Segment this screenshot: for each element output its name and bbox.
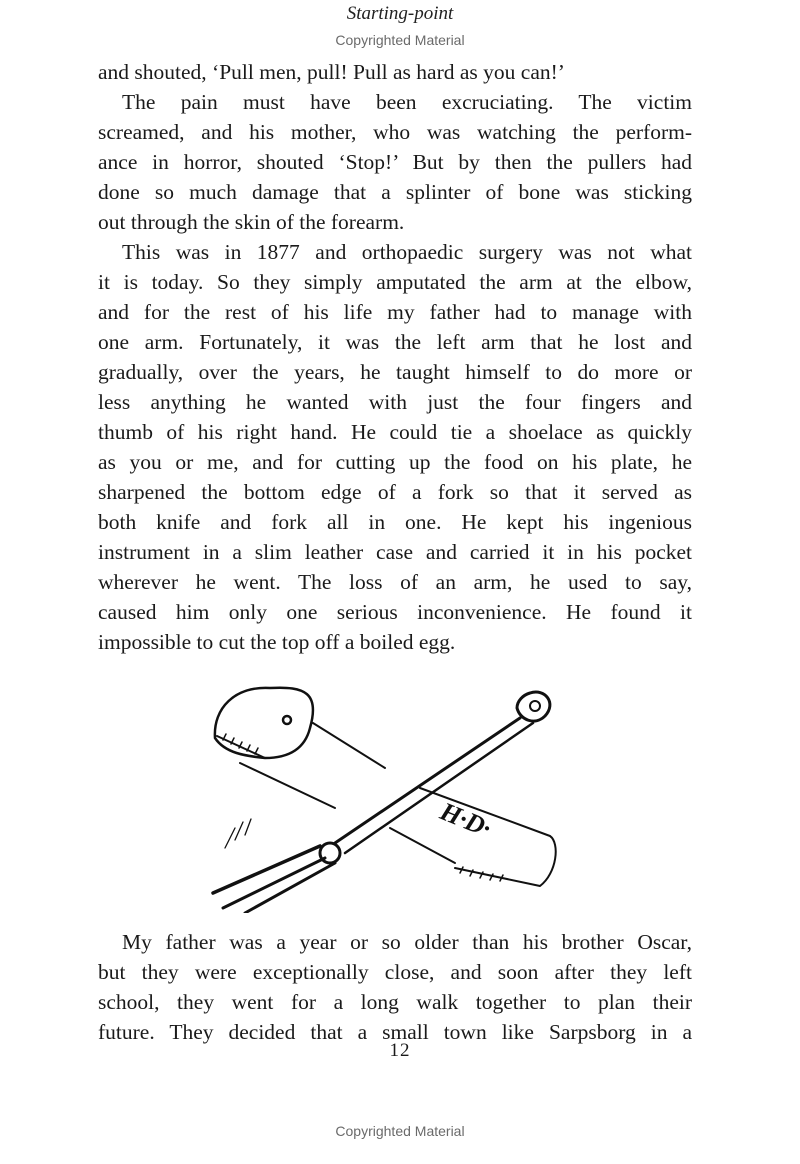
- text-line: impossible to cut the top off a boiled egg.: [98, 630, 456, 654]
- text-line: The pain must have been excruciating. The victim: [122, 90, 692, 114]
- paragraph: [98, 87, 692, 237]
- text-line: school, they went for a long walk together to plan their: [98, 990, 692, 1014]
- paragraph: [98, 927, 692, 1047]
- copyright-watermark-bottom: Copyrighted Material: [335, 1123, 465, 1139]
- text-line: My father was a year or so older than his brother Oscar,: [122, 930, 692, 954]
- text-line: wherever he went. The loss of an arm, he used to say,: [98, 570, 692, 594]
- text-line: This was in 1877 and orthopaedic surgery was not what: [122, 240, 692, 264]
- page-number: 12: [389, 1040, 411, 1061]
- case-monogram: H·D·: [436, 796, 496, 843]
- text-line: less anything he wanted with just the four fingers and: [98, 390, 692, 414]
- text-line: sharpened the bottom edge of a fork so that it served as: [98, 480, 692, 504]
- paragraph: [98, 237, 692, 657]
- text-line: and shouted, ‘Pull men, pull! Pull as hard as you can!’: [98, 60, 565, 84]
- running-head: Starting-point: [346, 3, 454, 24]
- text-line: done so much damage that a splinter of bone was sticking: [98, 180, 692, 204]
- text-line: caused him only one serious inconvenience. He found it: [98, 600, 692, 624]
- text-line: but they were exceptionally close, and soon after they left: [98, 960, 692, 984]
- text-line: instrument in a slim leather case and carried it in his pocket: [98, 540, 692, 564]
- text-line: ance in horror, shouted ‘Stop!’ But by then the pullers had: [98, 150, 692, 174]
- text-line: it is today. So they simply amputated the arm at the elbow,: [98, 270, 692, 294]
- text-line: out through the skin of the forearm.: [98, 210, 405, 234]
- text-line: both knife and fork all in one. He kept his ingenious: [98, 510, 692, 534]
- body-text-bottom: [98, 927, 692, 1047]
- copyright-watermark-top: Copyrighted Material: [335, 32, 465, 48]
- text-line: and for the rest of his life my father had to manage with: [98, 300, 692, 324]
- paragraph: [98, 57, 692, 87]
- text-line: one arm. Fortunately, it was the left arm that he lost and: [98, 330, 692, 354]
- text-line: screamed, and his mother, who was watching the perform-: [98, 120, 692, 144]
- text-line: thumb of his right hand. He could tie a shoelace as quickly: [98, 420, 692, 444]
- text-line: as you or me, and for cutting up the food on his plate, he: [98, 450, 692, 474]
- text-line: future. They decided that a small town like Sarpsborg in a: [98, 1020, 692, 1044]
- text-line: gradually, over the years, he taught himself to do more or: [98, 360, 692, 384]
- knife-fork-case-illustration: [195, 668, 605, 913]
- body-text-top: [98, 57, 692, 657]
